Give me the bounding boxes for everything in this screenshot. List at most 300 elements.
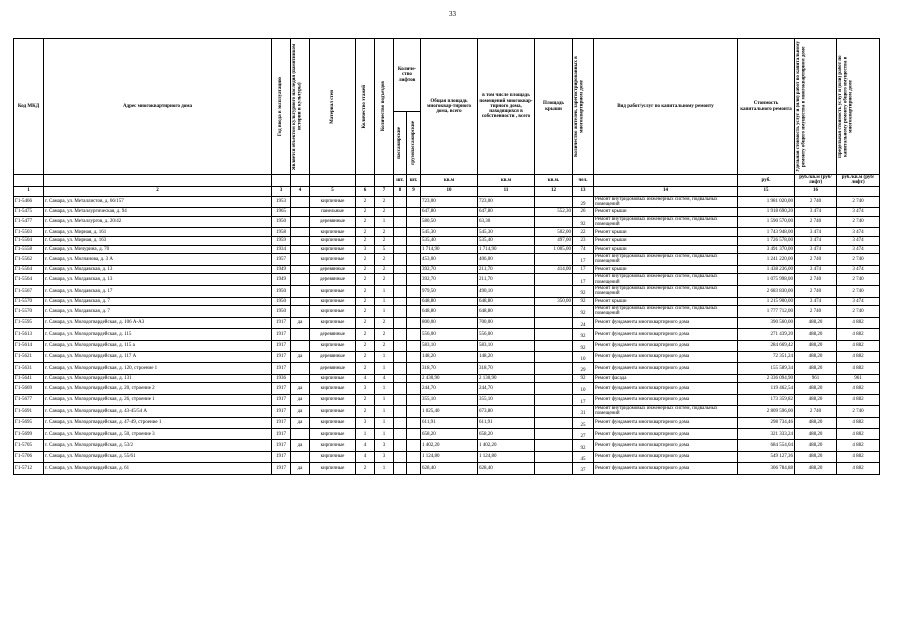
cell-roof-area: 552,30 (535, 208, 573, 217)
cell-cost: 1 743 948,00 (738, 228, 795, 237)
cell-specific-cost: 488,20 (795, 317, 837, 328)
table-row (14, 440, 880, 451)
cell-floors: 2 (356, 317, 375, 328)
cell-code: Г1-5705 (14, 440, 44, 451)
cell-roof-area (535, 451, 573, 462)
cell-elev-freight (407, 285, 421, 297)
cell-floors: 4 (356, 451, 375, 462)
cell-private-area: 535,40 (478, 236, 535, 245)
cell-max-cost: 3 474 (837, 245, 880, 254)
cell-specific-cost: 2 740 (795, 285, 837, 297)
cell-residents: 17 (573, 394, 594, 405)
cell-address: г. Самара, ул. Молодогвардейская, д. 47-49, строение 1 (44, 417, 272, 428)
cell-address: г. Самара, ул. Молодогвардейская, д. 120, строение 1 (44, 363, 272, 374)
cell-entrances: 2 (375, 196, 394, 208)
cell-residents: 17 (573, 265, 594, 274)
cell-year: 1917 (272, 329, 291, 340)
col-header-heritage: Является объектом культурного наследия (памятником истории и культуры) (291, 39, 310, 175)
cell-floors: 2 (356, 228, 375, 237)
cell-private-area: 63,30 (478, 216, 535, 228)
cell-elev-freight (407, 451, 421, 462)
cell-entrances: 1 (375, 216, 394, 228)
cell-work-type: Ремонт внутридомовых инженерных систем, подвальных помещений (594, 306, 738, 318)
cell-roof-area: 502,00 (535, 228, 573, 237)
cell-work-type: Ремонт фундамента многоквартирного дома (594, 417, 738, 428)
col-number: 11 (478, 186, 535, 196)
cell-elev-pass (394, 274, 407, 286)
cell-private-area: 611,91 (478, 417, 535, 428)
cell-max-cost: 2 740 (837, 196, 880, 208)
cell-elev-freight (407, 216, 421, 228)
col-header-year: Год ввода в эксплуатацию (272, 39, 291, 175)
cell-code: Г1-5564 (14, 274, 44, 286)
cell-total-area: 535,40 (421, 236, 478, 245)
unit-elev-freight: шт. (407, 175, 421, 187)
col-number: 2 (44, 186, 272, 196)
cell-work-type: Ремонт внутридомовых инженерных систем, подвальных помещений (594, 254, 738, 266)
cell-heritage (291, 216, 310, 228)
table-row (14, 274, 880, 286)
cell-private-area: 148,20 (478, 351, 535, 362)
cell-elev-freight (407, 254, 421, 266)
cell-floors: 1 (356, 429, 375, 440)
cell-cost: 119 462,54 (738, 383, 795, 394)
cell-address: г. Самара, ул. Молодогвардейская, д. 53/2 (44, 440, 272, 451)
cell-total-area: 648,80 (421, 306, 478, 318)
col-number: 7 (375, 186, 394, 196)
cell-specific-cost: 488,20 (795, 440, 837, 451)
cell-cost: 549 127,36 (738, 451, 795, 462)
cell-roof-area (535, 329, 573, 340)
table-row (14, 285, 880, 297)
col-header-elev-freight: грузопассажирские (407, 112, 421, 175)
cell-total-area: 628,40 (421, 463, 478, 474)
cell-elev-pass (394, 363, 407, 374)
cell-wall: кирпичные (310, 317, 356, 328)
table-row (14, 451, 880, 462)
cell-code: Г1-5695 (14, 417, 44, 428)
cell-specific-cost: 2 740 (795, 406, 837, 418)
unit-elev-pass: шт. (394, 175, 407, 187)
cell-roof-area (535, 394, 573, 405)
cell-roof-area: 414,00 (535, 265, 573, 274)
cell-specific-cost: 488,20 (795, 351, 837, 362)
cell-code: Г1-5570 (14, 306, 44, 318)
cell-total-area: 355,10 (421, 394, 478, 405)
cell-max-cost: 2 740 (837, 274, 880, 286)
cell-year: 1950 (272, 297, 291, 306)
cell-max-cost: 4 882 (837, 363, 880, 374)
cell-elev-pass (394, 394, 407, 405)
cell-entrances: 1 (375, 406, 394, 418)
cell-cost: 684 554,04 (738, 440, 795, 451)
cell-private-area: 211,70 (478, 274, 535, 286)
cell-work-type: Ремонт фундамента многоквартирного дома (594, 429, 738, 440)
col-header-total-area: Общая площадь многоквар-тирного дома, всего (421, 39, 478, 175)
cell-heritage (291, 297, 310, 306)
cell-max-cost: 3 474 (837, 297, 880, 306)
cell-work-type: Ремонт фундамента многоквартирного дома (594, 440, 738, 451)
cell-private-area: 700,00 (478, 317, 535, 328)
cell-work-type: Ремонт внутридомовых инженерных систем, подвальных помещений (594, 274, 738, 286)
cell-max-cost: 4 882 (837, 463, 880, 474)
cell-max-cost: 4 882 (837, 440, 880, 451)
cell-elev-pass (394, 351, 407, 362)
cell-code: Г1-5621 (14, 351, 44, 362)
cell-max-cost: 4 882 (837, 451, 880, 462)
cell-wall: кирпичные (310, 383, 356, 394)
cell-cost: 2 809 596,00 (738, 406, 795, 418)
cell-private-area: 1 714,90 (478, 245, 535, 254)
table-row (14, 394, 880, 405)
page-number: 33 (449, 10, 456, 18)
cell-max-cost: 4 882 (837, 329, 880, 340)
cell-elev-freight (407, 440, 421, 451)
col-header-entrances: Количество подъездов (375, 39, 394, 175)
cell-specific-cost: 3 474 (795, 297, 837, 306)
cell-floors: 2 (356, 265, 375, 274)
cell-heritage (291, 329, 310, 340)
cell-work-type: Ремонт внутридомовых инженерных систем, подвальных помещений (594, 285, 738, 297)
cell-cost: 1 777 712,00 (738, 306, 795, 318)
cell-heritage (291, 265, 310, 274)
cell-max-cost: 4 882 (837, 429, 880, 440)
cell-roof-area: 350,00 (535, 297, 573, 306)
cell-year: 1953 (272, 196, 291, 208)
cell-residents: 22 (573, 228, 594, 237)
cell-roof-area: 1 005,00 (535, 245, 573, 254)
cell-work-type: Ремонт фундамента многоквартирного дома (594, 317, 738, 328)
cell-residents: 29 (573, 196, 594, 208)
cell-private-area: 647,80 (478, 208, 535, 217)
cell-floors: 2 (356, 340, 375, 351)
cell-max-cost: 2 740 (837, 306, 880, 318)
cell-heritage: да (291, 351, 310, 362)
cell-roof-area (535, 196, 573, 208)
unit-specific-cost: руб./кв.м (руб/лифт) (795, 175, 837, 187)
cell-total-area: 583,10 (421, 340, 478, 351)
col-number: 10 (421, 186, 478, 196)
cell-code: Г1-5558 (14, 245, 44, 254)
cell-cost: 1 590 570,00 (738, 216, 795, 228)
cell-elev-freight (407, 417, 421, 428)
table-row (14, 317, 880, 328)
cell-year: 1949 (272, 274, 291, 286)
cell-private-area: 673,80 (478, 406, 535, 418)
cell-floors: 2 (356, 297, 375, 306)
cell-elev-pass (394, 417, 407, 428)
cell-wall: кирпичные (310, 254, 356, 266)
cell-entrances: 1 (375, 297, 394, 306)
cell-entrances: 4 (375, 374, 394, 383)
cell-entrances: 1 (375, 363, 394, 374)
cell-work-type: Ремонт фундамента многоквартирного дома (594, 340, 738, 351)
cell-heritage (291, 236, 310, 245)
cell-residents: 17 (573, 254, 594, 266)
cell-elev-freight (407, 383, 421, 394)
cell-code: Г1-5706 (14, 451, 44, 462)
table-row (14, 340, 880, 351)
cell-address: г. Самара, ул. Молдавская, д. 7 (44, 306, 272, 318)
col-number: 4 (291, 186, 310, 196)
cell-year: 1917 (272, 317, 291, 328)
cell-total-area: 318,70 (421, 363, 478, 374)
cell-roof-area (535, 306, 573, 318)
cell-floors: 2 (356, 329, 375, 340)
cell-code: Г1-5475 (14, 208, 44, 217)
table-row (14, 216, 880, 228)
cell-floors: 2 (356, 394, 375, 405)
cell-entrances: 1 (375, 351, 394, 362)
cell-code: Г1-5595 (14, 317, 44, 328)
cell-floors: 3 (356, 245, 375, 254)
cell-cost: 155 589,34 (738, 363, 795, 374)
cell-heritage (291, 228, 310, 237)
cell-entrances: 2 (375, 228, 394, 237)
cell-heritage: да (291, 406, 310, 418)
cell-max-cost: 4 882 (837, 351, 880, 362)
cell-code: Г1-5564 (14, 265, 44, 274)
cell-total-area: 611,91 (421, 417, 478, 428)
table-row (14, 208, 880, 217)
cell-work-type: Ремонт фундамента многоквартирного дома (594, 363, 738, 374)
cell-private-area: 1 124,80 (478, 451, 535, 462)
units-row (14, 175, 880, 187)
cell-max-cost: 3 474 (837, 208, 880, 217)
unit-cost: руб. (738, 175, 795, 187)
cell-cost: 1 438 236,00 (738, 265, 795, 274)
cell-roof-area (535, 317, 573, 328)
cell-specific-cost: 3 474 (795, 208, 837, 217)
table-row (14, 254, 880, 266)
cell-address: г. Самара, ул. Молдавская, д. 7 (44, 297, 272, 306)
cell-entrances: 2 (375, 254, 394, 266)
cell-code: Г1-5613 (14, 329, 44, 340)
cell-specific-cost: 488,20 (795, 451, 837, 462)
cell-elev-pass (394, 440, 407, 451)
cell-address: г. Самара, ул. Металлургов, д. 20/42 (44, 216, 272, 228)
cell-wall: деревянные (310, 274, 356, 286)
cell-work-type: Ремонт фундамента многоквартирного дома (594, 451, 738, 462)
cell-floors: 3 (356, 383, 375, 394)
cell-specific-cost: 488,20 (795, 340, 837, 351)
cell-residents: 25 (573, 417, 594, 428)
cell-year: 1917 (272, 351, 291, 362)
table-row (14, 265, 880, 274)
cell-work-type: Ремонт крыши (594, 245, 738, 254)
cell-year: 1917 (272, 383, 291, 394)
cell-roof-area: 497,00 (535, 236, 573, 245)
col-number: 3 (272, 186, 291, 196)
cell-residents: 29 (573, 363, 594, 374)
col-number: 1 (14, 186, 44, 196)
col-header-roof-area: Площадь крыши (535, 39, 573, 175)
cell-max-cost: 2 740 (837, 406, 880, 418)
cell-specific-cost: 2 740 (795, 196, 837, 208)
cell-floors: 2 (356, 254, 375, 266)
cell-elev-freight (407, 363, 421, 374)
cell-wall: деревянные (310, 351, 356, 362)
cell-elev-pass (394, 228, 407, 237)
cell-address: г. Самара, ул. Молодогвардейская, д. 117 А (44, 351, 272, 362)
cell-entrances: 1 (375, 383, 394, 394)
cell-heritage (291, 374, 310, 383)
cell-elev-pass (394, 196, 407, 208)
cell-specific-cost: 2 740 (795, 274, 837, 286)
cell-entrances: 2 (375, 329, 394, 340)
cell-specific-cost: 3 474 (795, 245, 837, 254)
cell-work-type: Ремонт крыши (594, 236, 738, 245)
cell-private-area: 628,40 (478, 463, 535, 474)
cell-elev-freight (407, 196, 421, 208)
cell-total-area: 453,00 (421, 254, 478, 266)
cell-residents: 31 (573, 406, 594, 418)
col-header-code: Код МКД (14, 39, 44, 175)
cell-max-cost: 3 474 (837, 265, 880, 274)
table-row (14, 363, 880, 374)
cell-cost: 306 784,88 (738, 463, 795, 474)
table-row (14, 196, 880, 208)
cell-elev-pass (394, 236, 407, 245)
cell-elev-pass (394, 340, 407, 351)
cell-heritage: да (291, 394, 310, 405)
cell-private-area: 355,10 (478, 394, 535, 405)
cell-work-type: Ремонт крыши (594, 208, 738, 217)
cell-roof-area (535, 351, 573, 362)
cell-elev-freight (407, 463, 421, 474)
cell-floors: 2 (356, 351, 375, 362)
cell-entrances: 2 (375, 236, 394, 245)
cell-address: г. Самара, ул. Молдавская, д. 13 (44, 265, 272, 274)
capital-repair-table (13, 38, 880, 475)
cell-elev-pass (394, 329, 407, 340)
cell-floors: 2 (356, 306, 375, 318)
cell-entrances: 2 (375, 340, 394, 351)
cell-max-cost: 4 882 (837, 417, 880, 428)
cell-cost: 271 439,20 (738, 329, 795, 340)
cell-cost: 1 726 578,00 (738, 236, 795, 245)
cell-address: г. Самара, ул. Молодогвардейская, д. 43-45/54 А (44, 406, 272, 418)
cell-entrances: 3 (375, 440, 394, 451)
cell-total-area: 658,20 (421, 429, 478, 440)
cell-max-cost: 3 474 (837, 228, 880, 237)
cell-private-area: 211,70 (478, 265, 535, 274)
cell-total-area: 392,70 (421, 265, 478, 274)
cell-elev-freight (407, 406, 421, 418)
table-row (14, 297, 880, 306)
cell-address: г. Самара, ул. Молдавская, д. 17 (44, 285, 272, 297)
col-number: 5 (310, 186, 356, 196)
cell-wall: кирпичные (310, 228, 356, 237)
unit-total-area: кв.м (421, 175, 478, 187)
cell-wall: кирпичные (310, 429, 356, 440)
cell-wall: деревянные (310, 265, 356, 274)
cell-wall: кирпичные (310, 306, 356, 318)
col-header-specific-cost: Удельная стоимость услуг и (или) работ по капитальному ремонту общего имущества в многоквартирном доме (795, 39, 837, 175)
cell-roof-area (535, 440, 573, 451)
cell-wall: кирпичные (310, 417, 356, 428)
cell-private-area: 648,80 (478, 297, 535, 306)
cell-code: Г1-5641 (14, 374, 44, 383)
col-number (837, 186, 880, 196)
cell-elev-freight (407, 274, 421, 286)
column-number-row (14, 186, 880, 196)
cell-max-cost: 4 882 (837, 383, 880, 394)
cell-residents: 74 (573, 245, 594, 254)
cell-residents: 92 (573, 374, 594, 383)
cell-specific-cost: 488,20 (795, 394, 837, 405)
cell-code: Г1-5691 (14, 406, 44, 418)
cell-total-area: 244,70 (421, 383, 478, 394)
cell-year: 1917 (272, 394, 291, 405)
cell-year: 1934 (272, 245, 291, 254)
cell-elev-pass (394, 406, 407, 418)
col-header-wall: Материал стен (310, 39, 356, 175)
cell-code: Г1-5669 (14, 383, 44, 394)
table-row (14, 228, 880, 237)
unit-roof-area: кв.м. (535, 175, 573, 187)
cell-total-area: 723,00 (421, 196, 478, 208)
cell-wall: кирпичные (310, 285, 356, 297)
cell-cost: 2 683 830,00 (738, 285, 795, 297)
col-number: 9 (407, 186, 421, 196)
cell-elev-pass (394, 317, 407, 328)
cell-wall: кирпичные (310, 297, 356, 306)
cell-code: Г1-5614 (14, 340, 44, 351)
cell-floors: 2 (356, 406, 375, 418)
table-row (14, 463, 880, 474)
cell-address: г. Самара, ул. Молчанова, д. 3 А (44, 254, 272, 266)
cell-work-type: Ремонт крыши (594, 228, 738, 237)
table-row (14, 406, 880, 418)
cell-heritage (291, 196, 310, 208)
cell-elev-pass (394, 451, 407, 462)
cell-wall: панельные (310, 208, 356, 217)
cell-elev-freight (407, 228, 421, 237)
cell-elev-freight (407, 317, 421, 328)
cell-total-area: 647,80 (421, 208, 478, 217)
cell-residents: 92 (573, 216, 594, 228)
cell-elev-freight (407, 429, 421, 440)
cell-wall: кирпичные (310, 340, 356, 351)
cell-total-area: 979,50 (421, 285, 478, 297)
cell-max-cost: 4 882 (837, 317, 880, 328)
table-row (14, 383, 880, 394)
cell-roof-area (535, 463, 573, 474)
cell-wall: кирпичные (310, 463, 356, 474)
cell-residents: 92 (573, 297, 594, 306)
cell-roof-area (535, 285, 573, 297)
cell-residents: 23 (573, 236, 594, 245)
cell-total-area: 1 025,40 (421, 406, 478, 418)
cell-year: 1917 (272, 451, 291, 462)
cell-heritage: да (291, 317, 310, 328)
cell-address: г. Самара, ул. Молодогвардейская, д. 20, строение 2 (44, 383, 272, 394)
cell-year: 1917 (272, 417, 291, 428)
cell-total-area: 148,20 (421, 351, 478, 362)
col-header-private-area: в том числе площадь помещений многоквар-тирного дома, находящихся в собственности , всего (478, 39, 535, 175)
cell-floors: 4 (356, 374, 375, 383)
cell-entrances: 5 (375, 245, 394, 254)
cell-floors: 4 (356, 440, 375, 451)
cell-wall: деревянные (310, 329, 356, 340)
cell-private-area: 658,20 (478, 429, 535, 440)
cell-entrances: 2 (375, 208, 394, 217)
cell-code: Г1-5712 (14, 463, 44, 474)
cell-roof-area (535, 374, 573, 383)
cell-wall: кирпичные (310, 406, 356, 418)
cell-private-area: 490,10 (478, 285, 535, 297)
